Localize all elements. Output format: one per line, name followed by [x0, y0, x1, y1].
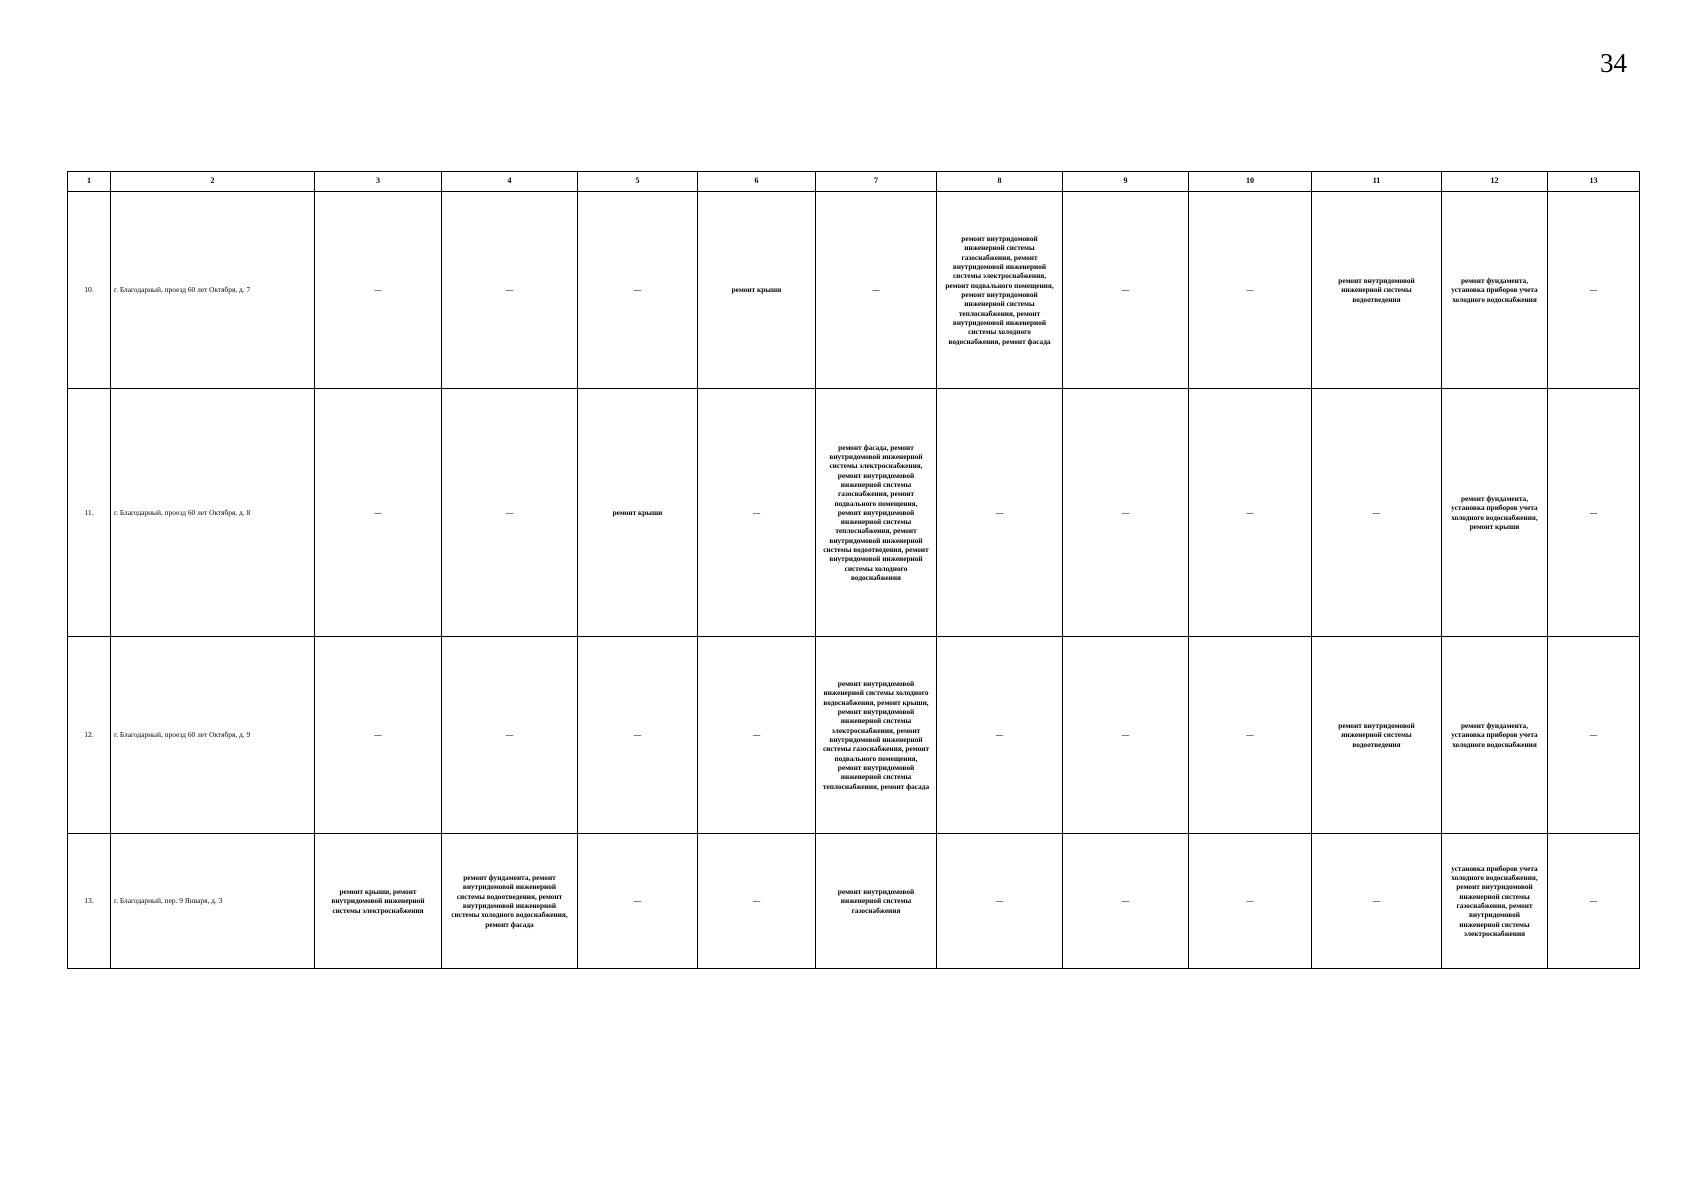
table-cell: —	[1548, 834, 1640, 969]
table-cell: —	[1063, 834, 1189, 969]
row-number: 12.	[68, 637, 111, 834]
table-cell: —	[937, 637, 1063, 834]
column-number: 2	[111, 172, 315, 192]
table-cell: ремонт фундамента, установка приборов учета холодного водоснабжения	[1442, 637, 1548, 834]
capital-repair-table	[67, 171, 1640, 969]
table-row	[68, 834, 1640, 969]
table-cell: —	[315, 637, 442, 834]
table-cell: —	[937, 834, 1063, 969]
table-cell: —	[1548, 192, 1640, 389]
column-number: 9	[1063, 172, 1189, 192]
column-number-row	[68, 172, 1640, 192]
column-number: 13	[1548, 172, 1640, 192]
row-number: 13.	[68, 834, 111, 969]
column-number: 1	[68, 172, 111, 192]
table-cell: ремонт фундамента, установка приборов учета холодного водоснабжения	[1442, 192, 1548, 389]
table-cell: —	[1063, 637, 1189, 834]
table-row	[68, 389, 1640, 637]
table-cell: —	[1312, 389, 1442, 637]
column-number: 3	[315, 172, 442, 192]
table-cell: ремонт внутридомовой инженерной системы холодного водоснабжения, ремонт крыши, ремонт внутридомовой инженерной системы электроснабжения, ремонт внутридомовой инженерной системы газоснабжения, ремонт подвального помещения, ремонт внутридомовой инженерной системы теплоснабжения, ремонт фасада	[816, 637, 937, 834]
address-cell: г. Благодарный, проезд 60 лет Октября, д. 7	[111, 192, 315, 389]
column-number: 10	[1189, 172, 1312, 192]
table-cell: —	[1312, 834, 1442, 969]
column-number: 11	[1312, 172, 1442, 192]
table-row	[68, 637, 1640, 834]
table-cell: установка приборов учета холодного водоснабжения, ремонт внутридомовой инженерной системы газоснабжения, ремонт внутридомовой инженерной системы электроснабжения	[1442, 834, 1548, 969]
table-row	[68, 192, 1640, 389]
table-cell: —	[698, 834, 816, 969]
table-cell: —	[442, 389, 578, 637]
table-cell: ремонт внутридомовой инженерной системы газоснабжения, ремонт внутридомовой инженерной системы электроснабжения, ремонт подвального помещения, ремонт внутридомовой инженерной системы теплоснабжения, ремонт внутридомовой инженерной системы холодного водоснабжения, ремонт фасада	[937, 192, 1063, 389]
table-cell: ремонт внутридомовой инженерной системы водоотведения	[1312, 637, 1442, 834]
column-number: 8	[937, 172, 1063, 192]
address-cell: г. Благодарный, проезд 60 лет Октября, д. 8	[111, 389, 315, 637]
table-cell: —	[1548, 389, 1640, 637]
table-cell: —	[578, 637, 698, 834]
row-number: 10.	[68, 192, 111, 389]
table-cell: —	[578, 834, 698, 969]
column-number: 5	[578, 172, 698, 192]
column-number: 6	[698, 172, 816, 192]
table-cell: —	[1189, 834, 1312, 969]
table-cell: —	[1548, 637, 1640, 834]
column-number: 12	[1442, 172, 1548, 192]
table-cell: —	[315, 192, 442, 389]
table-cell: —	[1189, 192, 1312, 389]
table-cell: ремонт внутридомовой инженерной системы водоотведения	[1312, 192, 1442, 389]
table-cell: —	[937, 389, 1063, 637]
table-cell: ремонт крыши	[578, 389, 698, 637]
table-cell: —	[442, 637, 578, 834]
row-number: 11.	[68, 389, 111, 637]
address-cell: г. Благодарный, проезд 60 лет Октября, д. 9	[111, 637, 315, 834]
table-cell: ремонт внутридомовой инженерной системы газоснабжения	[816, 834, 937, 969]
table-cell: —	[698, 389, 816, 637]
table-cell: ремонт фасада, ремонт внутридомовой инженерной системы электроснабжения, ремонт внутридомовой инженерной системы газоснабжения, ремонт подвального помещения, ремонт внутридомовой инженерной системы теплоснабжения, ремонт внутридомовой инженерной системы водоотведения, ремонт внутридомовой инженерной системы холодного водоснабжения	[816, 389, 937, 637]
address-cell: г. Благодарный, пер. 9 Января, д. 3	[111, 834, 315, 969]
table-cell: —	[1063, 192, 1189, 389]
table-cell: —	[816, 192, 937, 389]
table-cell: —	[315, 389, 442, 637]
table-cell: —	[1189, 637, 1312, 834]
table-cell: —	[1063, 389, 1189, 637]
table-cell: —	[578, 192, 698, 389]
column-number: 7	[816, 172, 937, 192]
table-cell: —	[698, 637, 816, 834]
table-cell: ремонт фундамента, установка приборов учета холодного водоснабжения, ремонт крыши	[1442, 389, 1548, 637]
column-number: 4	[442, 172, 578, 192]
table-cell: ремонт крыши	[698, 192, 816, 389]
table-cell: ремонт крыши, ремонт внутридомовой инженерной системы электроснабжения	[315, 834, 442, 969]
table-cell: ремонт фундамента, ремонт внутридомовой инженерной системы водоотведения, ремонт внутридомовой инженерной системы холодного водоснабжения, ремонт фасада	[442, 834, 578, 969]
table-cell: —	[442, 192, 578, 389]
page-number: 34	[1600, 48, 1627, 78]
table-cell: —	[1189, 389, 1312, 637]
